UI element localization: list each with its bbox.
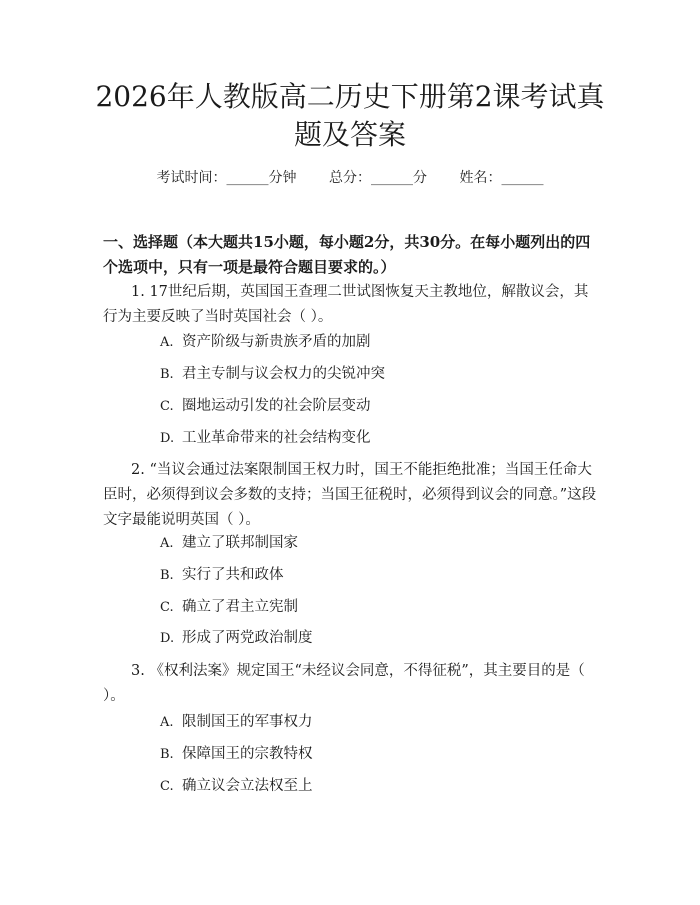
option-letter: C. <box>160 600 174 615</box>
option-text: 限制国王的军事权力 <box>182 714 313 730</box>
question-3-option-a <box>160 711 600 734</box>
option-text: 圈地运动引发的社会阶层变动 <box>182 398 371 414</box>
option-letter: A. <box>160 335 174 350</box>
question-1-option-b <box>160 363 600 386</box>
option-text: 实行了共和政体 <box>182 567 284 583</box>
option-letter: C. <box>160 399 174 414</box>
question-1-option-c <box>160 395 600 418</box>
question-1-option-a <box>160 331 600 354</box>
option-letter: A. <box>160 715 174 730</box>
option-text: 形成了两党政治制度 <box>182 630 313 646</box>
option-text: 工业革命带来的社会结构变化 <box>182 430 371 446</box>
student-name-field: 姓名：______ <box>459 170 544 186</box>
question-2-option-d <box>160 627 600 650</box>
exam-meta <box>0 168 700 188</box>
question-3-option-c <box>160 775 600 798</box>
question-2-option-a <box>160 532 600 555</box>
option-letter: D. <box>160 431 175 446</box>
option-text: 确立了君主立宪制 <box>182 599 298 615</box>
question-1: 1. 17世纪后期，英国国王查理二世试图恢复天主教地位，解散议会，其行为主要反映了当时英国社会（ ）。 <box>103 284 589 325</box>
section-heading: 一、选择题（本大题共15小题，每小题2分，共30分。在每小题列出的四个选项中，只有一项是最符合题目要求的。） <box>103 233 591 276</box>
option-text: 君主专制与议会权力的尖锐冲突 <box>182 366 385 382</box>
question-1-option-d <box>160 427 600 450</box>
option-text: 资产阶级与新贵族矛盾的加剧 <box>182 334 371 350</box>
total-score-field: 总分：______分 <box>329 170 427 186</box>
page-title: 2026年人教版高二历史下册第2课考试真题及答案 <box>95 80 605 151</box>
option-letter: B. <box>160 747 174 762</box>
question-2: 2. “当议会通过法案限制国王权力时，国王不能拒绝批准；当国王任命大臣时，必须得到议会多数的支持；当国王征税时，必须得到议会的同意。”这段文字最能说明英国（ ）。 <box>103 462 597 528</box>
option-letter: A. <box>160 536 174 551</box>
option-letter: B. <box>160 568 174 583</box>
question-2-option-c <box>160 596 600 619</box>
question-3: 3. 《权利法案》规定国王“未经议会同意，不得征税”，其主要目的是（ ）。 <box>103 663 585 704</box>
option-text: 保障国王的宗教特权 <box>182 746 313 762</box>
question-2-option-b <box>160 564 600 587</box>
exam-time-field: 考试时间：______分钟 <box>156 170 297 186</box>
option-letter: D. <box>160 631 175 646</box>
option-letter: C. <box>160 779 174 794</box>
option-text: 建立了联邦制国家 <box>182 535 298 551</box>
question-3-option-b <box>160 743 600 766</box>
option-text: 确立议会立法权至上 <box>182 778 313 794</box>
option-letter: B. <box>160 367 174 382</box>
